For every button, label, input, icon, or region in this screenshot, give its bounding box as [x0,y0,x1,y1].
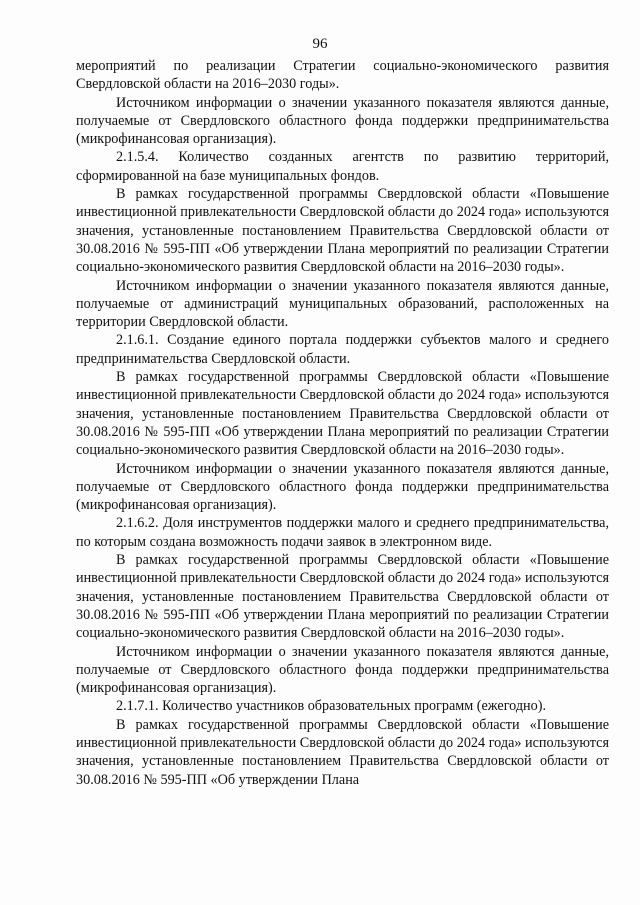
paragraph-program-values: В рамках государственной программы Свердловской области «Повышение инвестиционной привлекательности Свердловской области до 2024 года» используются значения, установленные постановлением Правительства Свердловской области от 30.08.2016 № 595-ПП «Об утверждении Плана мероприятий по реализации Стратегии социально-экономического развития Свердловской области на 2016–2030 годы». [76,369,609,459]
paragraph-source-info: Источником информации о значении указанного показателя являются данные, получаемые от Свердловского областного фонда поддержки предпринимательства (микрофинансовая организация). [76,643,609,697]
paragraph-indicator-2-1-5-4: 2.1.5.4. Количество созданных агентств по развитию территорий, сформированной на базе муниципальных фондов. [76,149,609,184]
paragraph-indicator-2-1-6-1: 2.1.6.1. Создание единого портала поддержки субъектов малого и среднего предпринимательства Свердловской области. [76,332,609,367]
paragraph-continuation: мероприятий по реализации Стратегии социально-экономического развития Свердловской области на 2016–2030 годы». [76,58,609,93]
paragraph-source-info: Источником информации о значении указанного показателя являются данные, получаемые от администраций муниципальных образований, расположенных на территории Свердловской области. [76,277,609,331]
paragraph-program-values: В рамках государственной программы Свердловской области «Повышение инвестиционной привлекательности Свердловской области до 2024 года» используются значения, установленные постановлением Правительства Свердловской области от 30.08.2016 № 595-ПП «Об утверждении Плана мероприятий по реализации Стратегии социально-экономического развития Свердловской области на 2016–2030 годы». [76,186,609,276]
page-number: 96 [312,36,328,52]
paragraph-program-values: В рамках государственной программы Свердловской области «Повышение инвестиционной привлекательности Свердловской области до 2024 года» используются значения, установленные постановлением Правительства Свердловской области от 30.08.2016 № 595-ПП «Об утверждении Плана [76,716,609,788]
paragraph-indicator-2-1-7-1: 2.1.7.1. Количество участников образовательных программ (ежегодно). [116,698,547,715]
document-body [76,57,609,789]
paragraph-source-info: Источником информации о значении указанного показателя являются данные, получаемые от Свердловского областного фонда поддержки предпринимательства (микрофинансовая организация). [76,94,609,148]
paragraph-source-info: Источником информации о значении указанного показателя являются данные, получаемые от Свердловского областного фонда поддержки предпринимательства (микрофинансовая организация). [76,460,609,514]
paragraph-indicator-2-1-6-2: 2.1.6.2. Доля инструментов поддержки малого и среднего предпринимательства, по которым создана возможность подачи заявок в электронном виде. [76,515,609,550]
paragraph-program-values: В рамках государственной программы Свердловской области «Повышение инвестиционной привлекательности Свердловской области до 2024 года» используются значения, установленные постановлением Правительства Свердловской области от 30.08.2016 № 595-ПП «Об утверждении Плана мероприятий по реализации Стратегии социально-экономического развития Свердловской области на 2016–2030 годы». [76,552,609,642]
